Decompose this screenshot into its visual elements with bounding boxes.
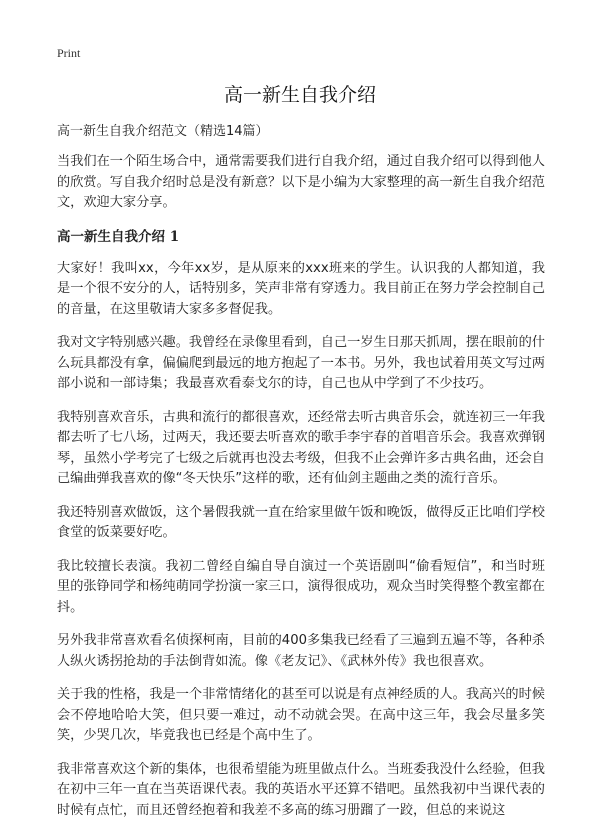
paragraph: 大家好！我叫xx，今年xx岁，是从原来的xxx班来的学生。认识我的人都知道，我是一个很不安分的人，话特别多，笑声非常有穿透力。我目前正在努力学会控制自己的音量，在这里敬请大家多多督促我。 xyxy=(57,260,545,317)
paragraph: 我非常喜欢这个新的集体，也很希望能为班里做点什么。当班委我没什么经验，但我在初中三年一直在当英语课代表。我的英语水平还算不错吧。虽然我初中当课代表的时候有点忙，而且还曾经抱着和我差不多高的练习册蹓了一跤，但总的来说这 xyxy=(57,761,545,818)
paragraph: 我比较擅长表演。我初二曾经自编自导自演过一个英语剧叫“偷看短信”，和当时班里的张铮同学和杨纯萌同学扮演一家三口，演得很成功，观众当时笑得整个教室都在抖。 xyxy=(57,558,545,615)
section-heading: 高一新生自我介绍 1 xyxy=(57,228,180,245)
paragraph: 我还特别喜欢做饭，这个暑假我就一直在给家里做午饭和晚饭，做得反正比咱们学校食堂的饭菜要好吃。 xyxy=(57,504,545,540)
paragraph: 关于我的性格，我是一个非常情绪化的甚至可以说是有点神经质的人。我高兴的时候会不停地哈哈大笑，但只要一难过，动不动就会哭。在高中这三年，我会尽量多笑笑，少哭几次，毕竟我也已经是个高中生了。 xyxy=(57,687,545,743)
paragraph: 我对文字特别感兴趣。我曾经在录像里看到，自己一岁生日那天抓周，摆在眼前的什么玩具都没有拿，偏偏爬到最远的地方抱起了一本书。另外，我也试着用英文写过两部小说和一部诗集；我最喜欢看泰戈尔的诗，自己也从中学到了不少技巧。 xyxy=(57,335,545,391)
paragraph: 另外我非常喜欢看名侦探柯南，目前的400多集我已经看了三遍到五遍不等，各种杀人纵火诱拐抢劫的手法倒背如流。像《老友记》、《武林外传》我也很喜欢。 xyxy=(57,633,545,669)
intro-paragraph: 当我们在一个陌生场合中，通常需要我们进行自我介绍，通过自我介绍可以得到他人的欣赏。写自我介绍时总是没有新意？以下是小编为大家整理的高一新生自我介绍范文，欢迎大家分享。 xyxy=(57,154,545,210)
document-body xyxy=(57,122,545,834)
print-link[interactable]: Print xyxy=(57,46,81,60)
document-subtitle: 高一新生自我介绍范文（精选14篇） xyxy=(57,124,269,139)
paragraph: 我特别喜欢音乐，古典和流行的都很喜欢，还经常去听古典音乐会，就连初三一年我都去听了七八场，过两天，我还要去听喜欢的歌手李宇春的首唱音乐会。我喜欢弹钢琴，虽然小学考完了七级之后就再也没去考级，但我不止会弹许多古典名曲，还会自己编曲弹我喜欢的像“冬天快乐”这样的歌，还有仙剑主题曲之类的流行音乐。 xyxy=(57,409,545,486)
page-title: 高一新生自我介绍 xyxy=(223,84,376,106)
